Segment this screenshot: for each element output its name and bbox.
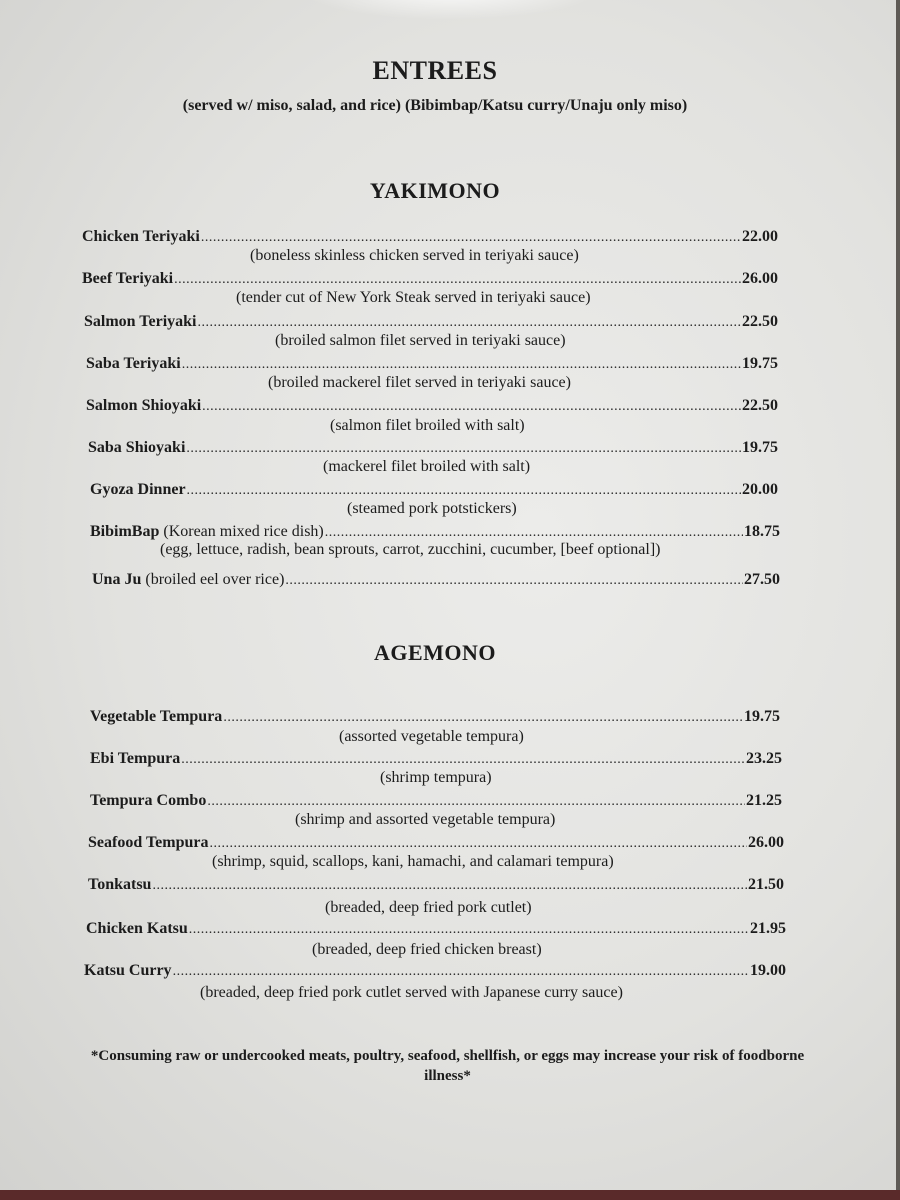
item-price: 26.00 [742,270,778,287]
leader-dots [186,441,741,457]
item-price: 21.25 [746,792,782,809]
menu-item [90,481,778,501]
item-name: Ebi Tempura [90,750,181,767]
item-description: (breaded, deep fried chicken breast) [312,941,542,958]
item-description: (breaded, deep fried pork cutlet served with Japanese curry sauce) [200,984,623,1001]
item-price: 26.00 [748,834,784,851]
menu-item [86,397,778,417]
leader-dots [187,483,741,499]
section-title-agemono: AGEMONO [373,640,497,665]
item-name-text: BibimBap [90,523,160,540]
leader-dots [209,836,747,852]
leader-dots [285,573,743,589]
item-description: (assorted vegetable tempura) [339,728,524,745]
item-name: Katsu Curry [84,962,172,979]
item-description: (broiled mackerel filet served in teriyaki sauce) [268,374,571,391]
item-description: (egg, lettuce, radish, bean sprouts, carrot, zucchini, cucumber, [beef optional]) [160,541,661,558]
item-price: 22.50 [742,397,778,414]
item-description: (breaded, deep fried pork cutlet) [325,899,532,916]
leader-dots [197,315,741,331]
menu-item [86,355,778,375]
leader-dots [152,878,747,894]
item-price: 22.50 [742,313,778,330]
menu-item [92,571,780,591]
item-price: 22.00 [742,228,778,245]
item-price: 19.75 [744,708,780,725]
menu-item [90,792,782,812]
page-subtitle: (served w/ miso, salad, and rice) (Bibimbap/Katsu curry/Unaju only miso) [182,97,688,114]
item-description: (tender cut of New York Steak served in teriyaki sauce) [236,289,591,306]
item-description: (shrimp, squid, scallops, kani, hamachi, and calamari tempura) [212,853,614,870]
leader-dots [223,710,743,726]
item-name: Beef Teriyaki [82,270,174,287]
menu-item [82,228,778,248]
item-name: Tempura Combo [90,792,207,809]
item-price: 18.75 [744,523,780,540]
leader-dots [182,357,741,373]
item-name: Saba Teriyaki [86,355,181,372]
item-price: 19.00 [750,962,786,979]
item-name: Tonkatsu [88,876,152,893]
item-price: 27.50 [744,571,780,588]
page-title: ENTREES [372,56,498,85]
item-name [92,571,284,589]
item-price: 21.50 [748,876,784,893]
leader-dots [202,399,741,415]
item-name: Chicken Katsu [86,920,188,937]
item-note: (broiled eel over rice) [141,571,285,588]
leader-dots [173,964,749,980]
item-price: 21.95 [750,920,786,937]
item-description: (salmon filet broiled with salt) [330,417,525,434]
menu-item [84,962,786,982]
item-description: (mackerel filet broiled with salt) [323,458,531,475]
item-name: Salmon Teriyaki [84,313,197,330]
menu-item [82,270,778,290]
leader-dots [325,525,743,541]
item-price: 20.00 [742,481,778,498]
item-name: Chicken Teriyaki [82,228,200,245]
leader-dots [207,794,745,810]
light-glare [300,0,600,20]
item-note: (Korean mixed rice dish) [159,523,324,540]
section-title-yakimono: YAKIMONO [369,178,501,203]
item-price: 23.25 [746,750,782,767]
item-description: (steamed pork potstickers) [347,500,517,517]
leader-dots [174,272,741,288]
leader-dots [201,230,741,246]
food-safety-disclaimer: *Consuming raw or undercooked meats, poultry, seafood, shellfish, or eggs may increase your risk of foodborne illness* [90,1048,805,1084]
menu-item [90,523,780,543]
item-price: 19.75 [742,439,778,456]
item-price: 19.75 [742,355,778,372]
item-description: (boneless skinless chicken served in teriyaki sauce) [250,247,579,264]
item-name: Vegetable Tempura [90,708,223,725]
item-name: Gyoza Dinner [90,481,186,498]
table-edge [0,1190,900,1200]
leader-dots [181,752,745,768]
item-description: (shrimp and assorted vegetable tempura) [295,811,556,828]
item-description: (broiled salmon filet served in teriyaki sauce) [275,332,566,349]
item-name: Saba Shioyaki [88,439,186,456]
leader-dots [189,922,749,938]
menu-item [86,920,786,940]
menu-item [90,750,782,770]
menu-item [88,876,784,896]
item-name: Salmon Shioyaki [86,397,202,414]
menu-item [88,439,778,459]
menu-item [84,313,778,333]
menu-item [88,834,784,854]
menu-item [90,708,780,728]
item-description: (shrimp tempura) [380,769,492,786]
item-name [90,523,324,541]
item-name-text: Una Ju [92,571,142,588]
item-name: Seafood Tempura [88,834,209,851]
